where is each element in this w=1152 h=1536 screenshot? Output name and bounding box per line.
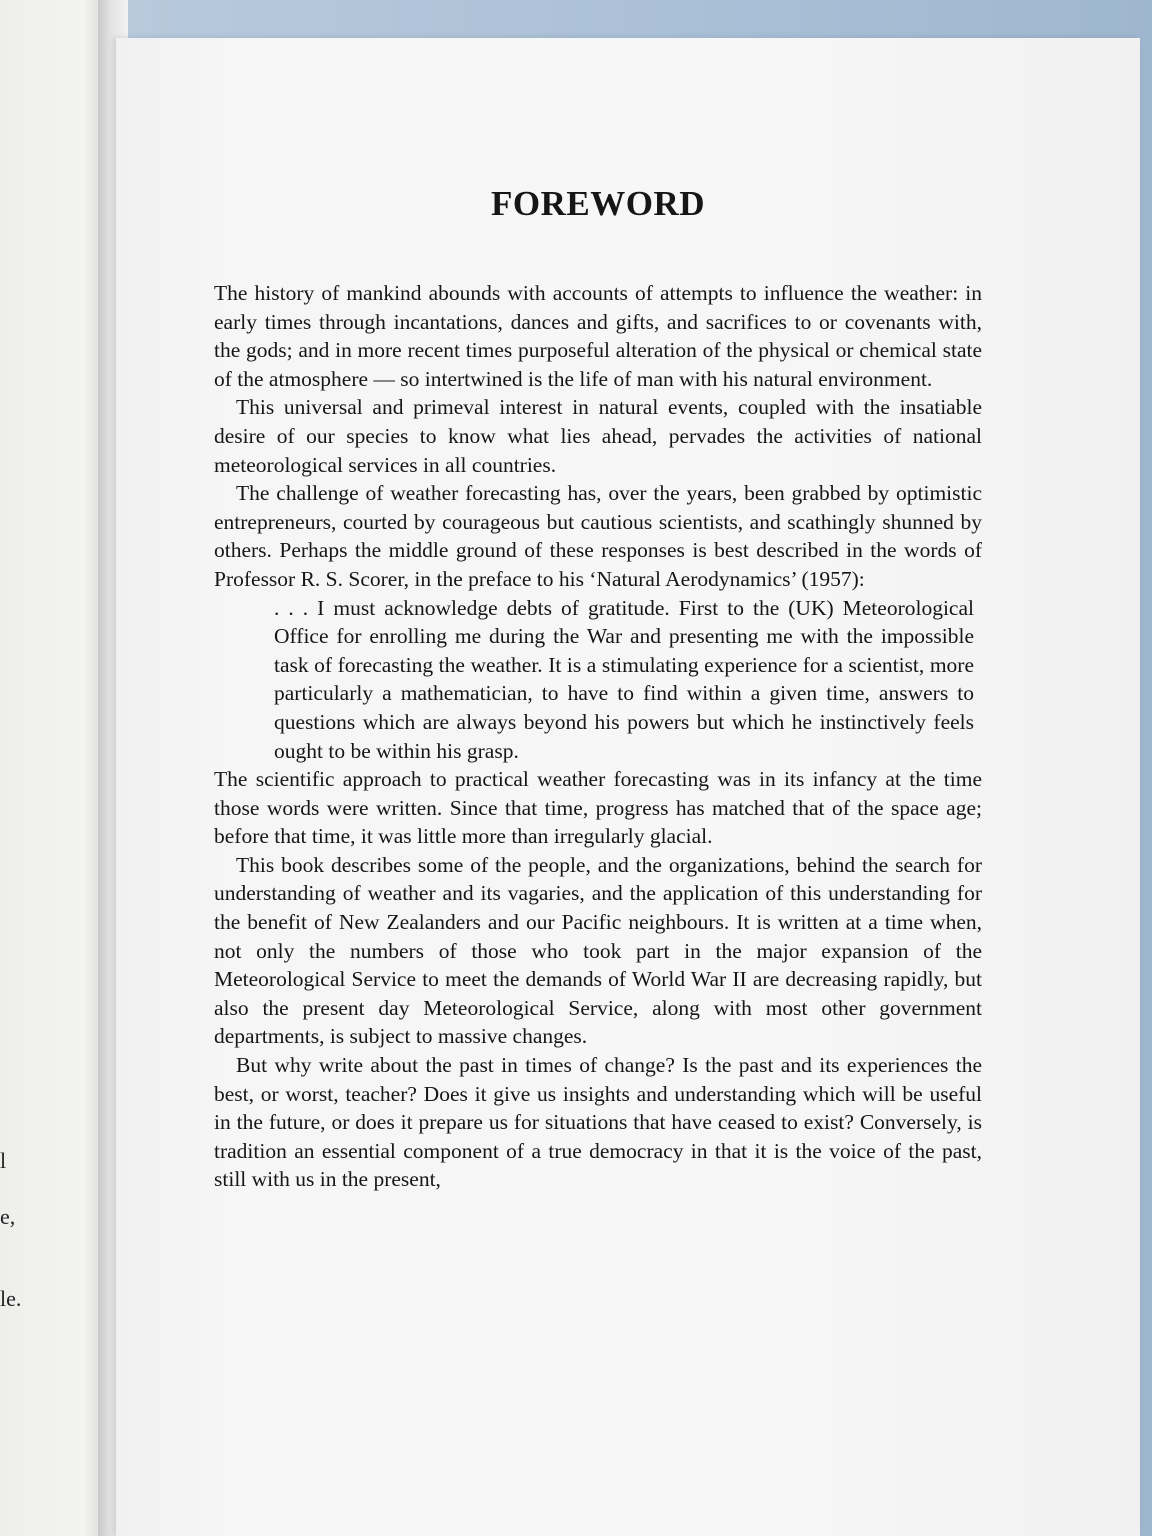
left-facing-page (0, 0, 104, 1536)
left-page-fragment: e, (0, 1204, 16, 1229)
block-quote: . . . I must acknowledge debts of gratitude. First to the (UK) Meteorological Office for enrolling me during the War and presenting me with the impossible task of forecasting the weather. It is a stimulating experience for a scientist, more particularly a mathematician, to have to find within a given time, answers to questions which are always beyond his powers but which he instinctively feels ought to be within his grasp. (274, 595, 974, 763)
left-page-fragment: l (0, 1148, 7, 1173)
paragraph: But why write about the past in times of change? Is the past and its experiences the best, or worst, teacher? Does it give us insights and understanding which will be useful in the future, or does it prepare us for situations that have ceased to exist? Conversely, is tradition an essential component of a true democracy in that it is the voice of the past, still with us in the present, (214, 1053, 982, 1192)
page-title: FOREWORD (491, 184, 705, 223)
paragraph: This book describes some of the people, and the organizations, behind the search for understanding of weather and its vagaries, and the application of this understanding for the benefit of New Zealanders and our Pacific neighbours. It is written at a time when, not only the numbers of those who took part in the major expansion of the Meteorological Service to meet the demands of World War II are decreasing rapidly, but also the present day Meteorological Service, along with most other government departments, is subject to massive changes. (214, 852, 982, 1049)
paragraph: The challenge of weather forecasting has, over the years, been grabbed by optimistic entrepreneurs, courted by courageous but cautious scientists, and scathingly shunned by others. Perhaps the middle ground of these responses is best described in the words of Professor R. S. Scorer, in the preface to his ‘Natural Aerodynamics’ (1957): (214, 481, 982, 591)
left-page-fragment: le. (0, 1286, 22, 1311)
paragraph: This universal and primeval interest in natural events, coupled with the insatiable desire of our species to know what lies ahead, pervades the activities of national meteorological services in all countries. (214, 395, 982, 477)
paragraph: The scientific approach to practical weather forecasting was in its infancy at the time those words were written. Since that time, progress has matched that of the space age; before that time, it was little more than irregularly glacial. (214, 767, 982, 849)
paragraph: The history of mankind abounds with accounts of attempts to influence the weather: in early times through incantations, dances and gifts, and sacrifices to or covenants with, the gods; and in more recent times purposeful alteration of the physical or chemical state of the atmosphere — so intertwined is the life of man with his natural environment. (214, 281, 982, 391)
foreword-text (214, 186, 982, 1194)
